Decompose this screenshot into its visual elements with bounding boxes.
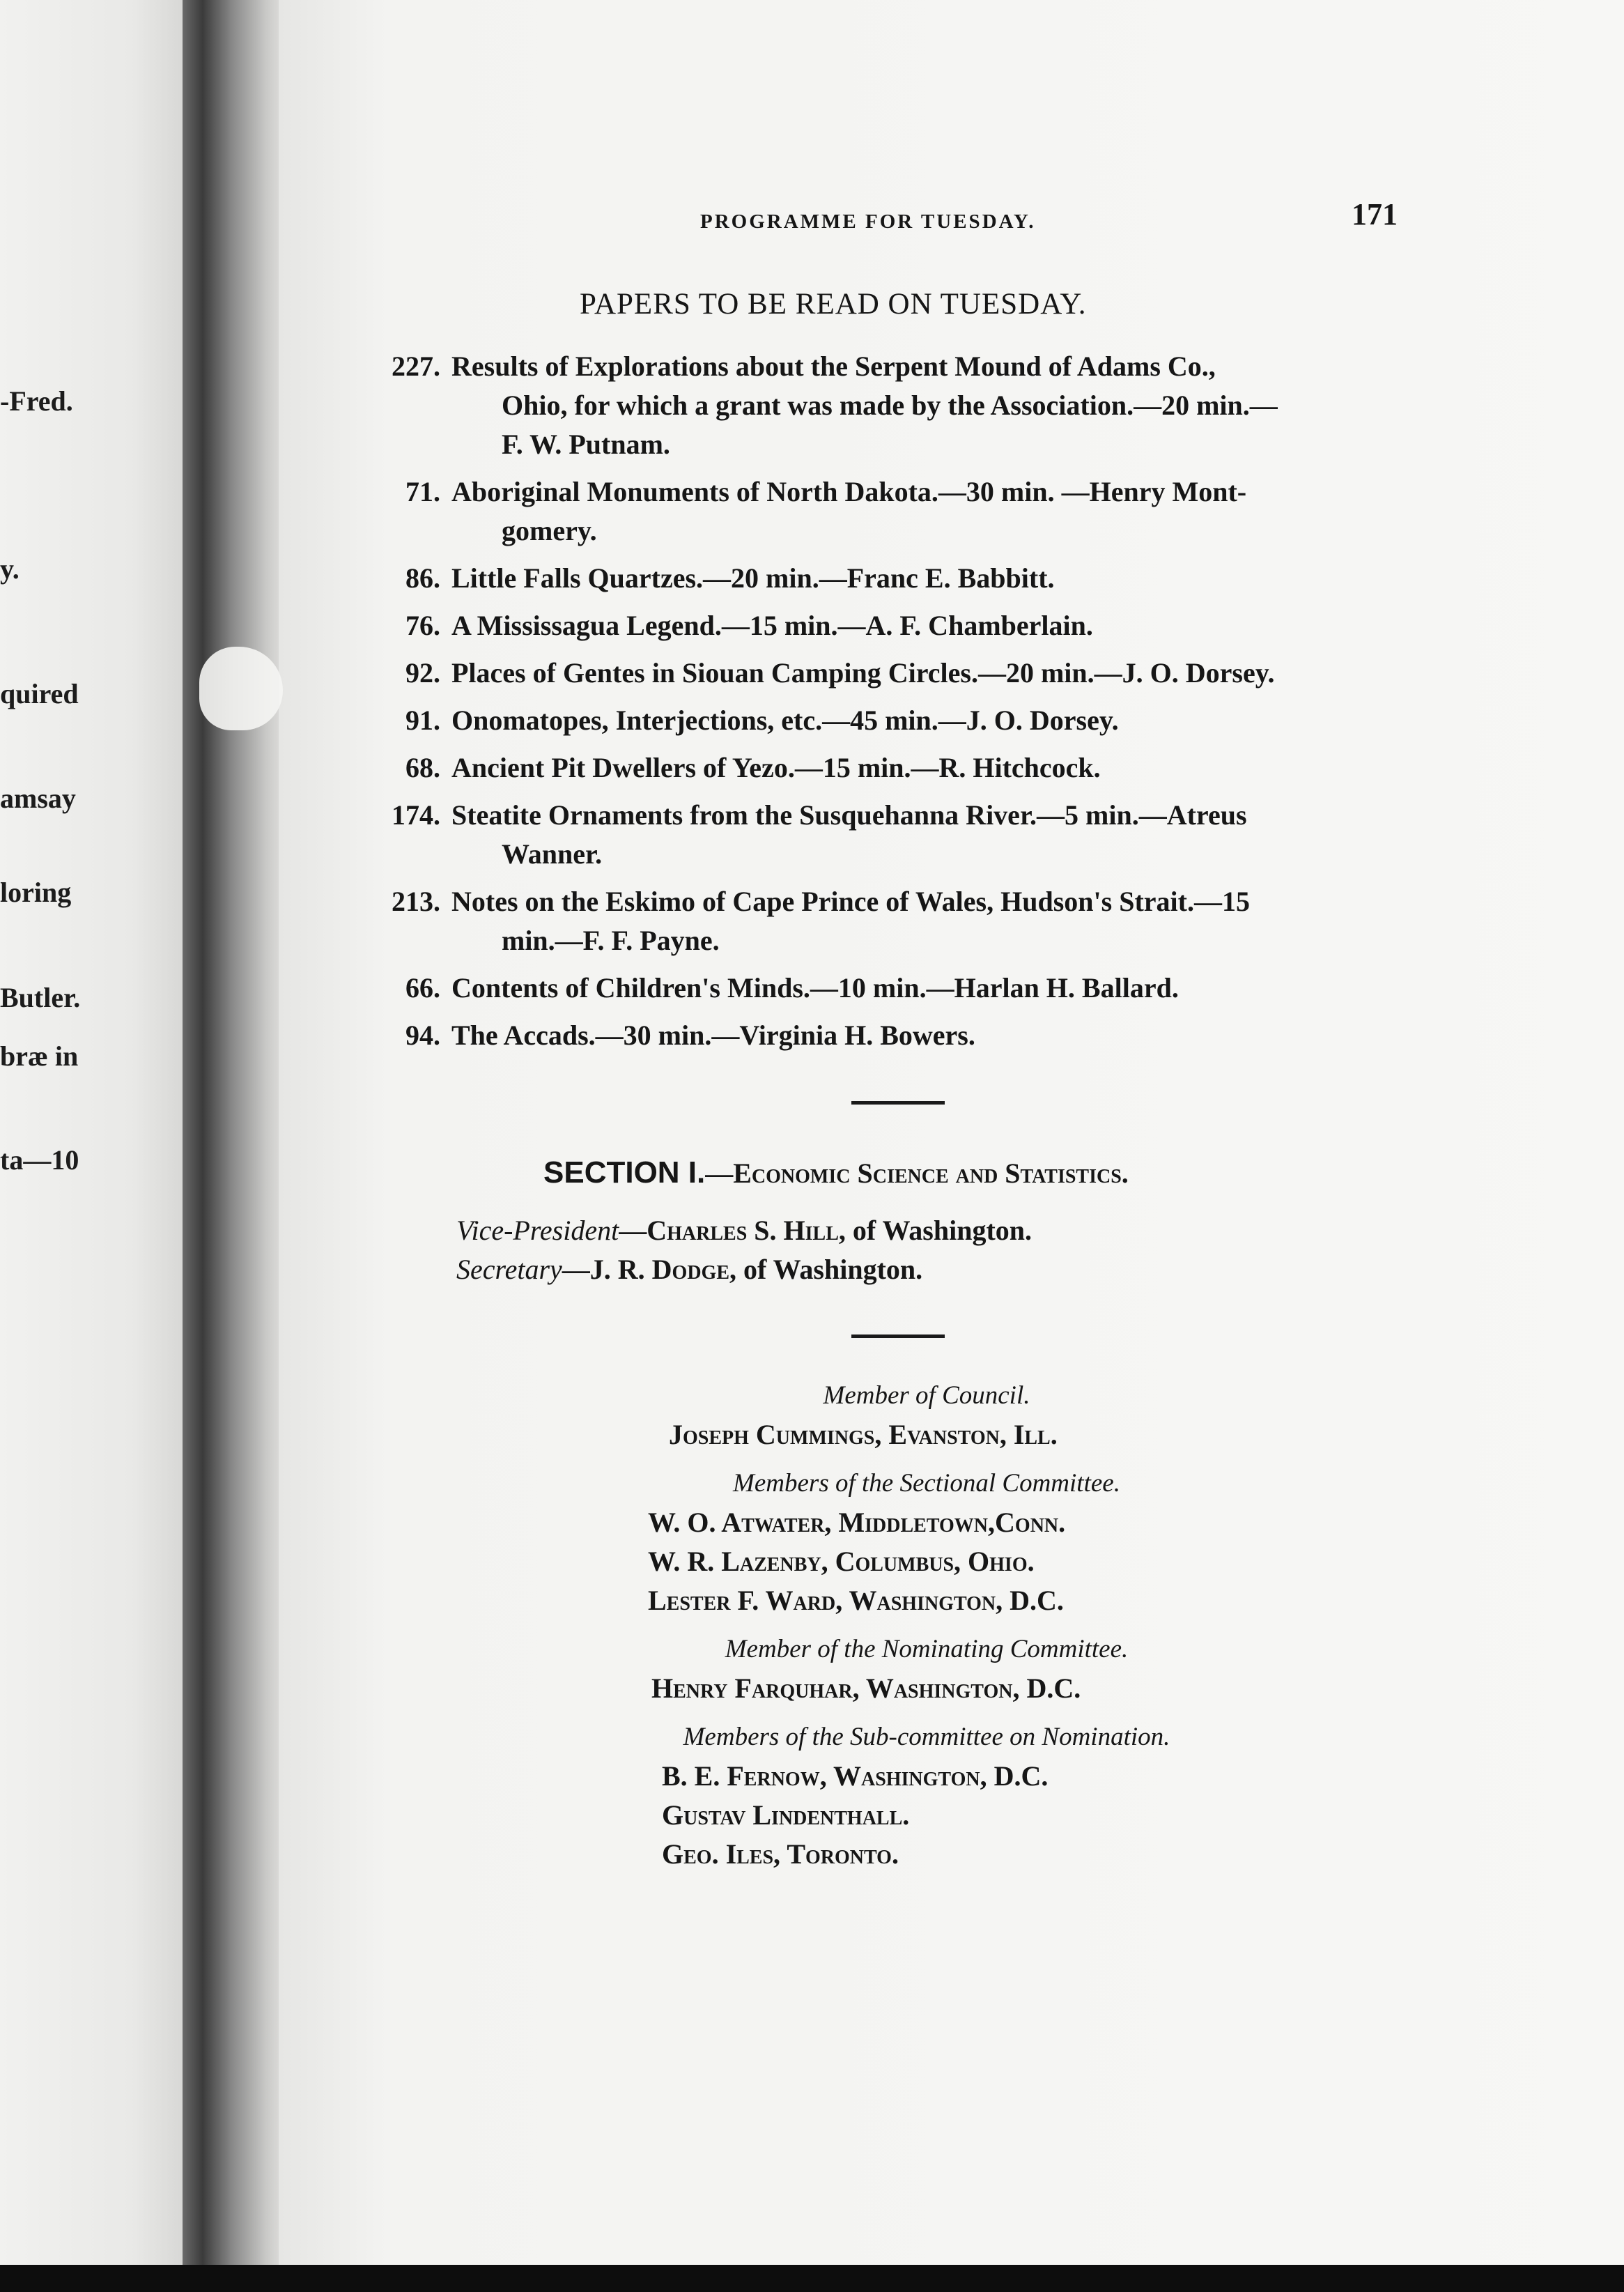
- divider: [851, 1335, 945, 1338]
- officer-place: of Washington.: [736, 1254, 923, 1285]
- list-item: [362, 606, 1421, 645]
- paper-number: 76.: [405, 610, 440, 641]
- member-name: W. R. Lazenby, Columbus, Ohio.: [648, 1546, 1035, 1577]
- left-fragment: -Fred.: [0, 385, 73, 417]
- member-name: Geo. Iles, Toronto.: [662, 1838, 899, 1870]
- paper-tear: [199, 647, 283, 730]
- paper-number: 92.: [405, 657, 440, 689]
- list-item: [362, 969, 1421, 1008]
- member-name: Henry Farquhar, Washington, D.C.: [651, 1672, 1081, 1704]
- vice-president-line: [456, 1214, 1032, 1247]
- page-title: PAPERS TO BE READ ON TUESDAY.: [580, 288, 1087, 321]
- paper-number: 66.: [405, 972, 440, 1003]
- left-fragment: amsay: [0, 783, 76, 814]
- officer-role: Vice-President: [456, 1215, 619, 1246]
- left-fragment: bræ in: [0, 1040, 79, 1072]
- officer-place: of Washington.: [845, 1215, 1033, 1246]
- nominating-members: [571, 1669, 1282, 1708]
- paper-line: Wanner.: [502, 838, 603, 870]
- paper-number: 91.: [405, 705, 440, 736]
- list-item: [362, 882, 1421, 960]
- officer-name: —J. R. Dodge,: [562, 1254, 737, 1285]
- paper-line: Ancient Pit Dwellers of Yezo.—15 min.—R. Hitchcock.: [451, 752, 1101, 783]
- officer-name: —Charles S. Hill,: [619, 1215, 846, 1246]
- paper-line: gomery.: [502, 515, 597, 546]
- paper-line: Onomatopes, Interjections, etc.—45 min.—J. O. Dorsey.: [451, 705, 1119, 736]
- nominating-heading: Member of the Nominating Committee.: [725, 1635, 1129, 1663]
- section-title: —Economic Science and Statistics.: [705, 1157, 1129, 1189]
- left-page: [0, 0, 188, 2265]
- subcommittee-members: [571, 1757, 1282, 1874]
- list-item: [362, 1016, 1421, 1055]
- paper-line: Little Falls Quartzes.—20 min.—Franc E. Babbitt.: [451, 562, 1055, 594]
- paper-list: [362, 347, 1421, 1063]
- book-gutter: [183, 0, 294, 2272]
- paper-line: Steatite Ornaments from the Susquehanna River.—5 min.—Atreus: [451, 799, 1247, 831]
- paper-line: Places of Gentes in Siouan Camping Circles.—20 min.—J. O. Dorsey.: [451, 657, 1275, 689]
- right-page: [279, 0, 1624, 2273]
- left-fragment: quired: [0, 678, 79, 709]
- list-item: [362, 748, 1421, 787]
- paper-line: Results of Explorations about the Serpent Mound of Adams Co.,: [451, 351, 1216, 382]
- list-item: [362, 654, 1421, 693]
- list-item: [362, 347, 1421, 464]
- list-item: [362, 559, 1421, 598]
- paper-line: Aboriginal Monuments of North Dakota.—30 min. —Henry Mont-: [451, 476, 1247, 507]
- section-heading: [543, 1155, 1129, 1190]
- paper-number: 227.: [392, 351, 440, 382]
- paper-line: F. W. Putnam.: [502, 429, 670, 460]
- list-item: [362, 701, 1421, 740]
- member-name: W. O. Atwater, Middletown,Conn.: [648, 1507, 1066, 1538]
- left-fragment: y.: [0, 553, 20, 585]
- member-name: Gustav Lindenthall.: [662, 1799, 910, 1831]
- divider: [851, 1101, 945, 1105]
- paper-number: 71.: [405, 476, 440, 507]
- page-number: 171: [1352, 197, 1398, 231]
- sectional-members: [571, 1503, 1282, 1620]
- paper-number: 174.: [392, 799, 440, 831]
- left-fragment: loring: [0, 877, 72, 908]
- running-head: PROGRAMME FOR TUESDAY.: [700, 210, 1036, 233]
- section-number: SECTION I.: [543, 1155, 706, 1190]
- council-heading: Member of Council.: [823, 1381, 1030, 1410]
- left-fragment: Butler.: [0, 982, 81, 1013]
- paper-line: Ohio, for which a grant was made by the Association.—20 min.—: [502, 390, 1278, 421]
- paper-number: 68.: [405, 752, 440, 783]
- council-members: [571, 1415, 1282, 1454]
- secretary-line: [456, 1253, 922, 1286]
- subcommittee-heading: Members of the Sub-committee on Nomination.: [683, 1723, 1170, 1751]
- paper-line: Contents of Children's Minds.—10 min.—Harlan H. Ballard.: [451, 972, 1179, 1003]
- scan-bottom-edge: [0, 2265, 1624, 2292]
- paper-line: A Mississagua Legend.—15 min.—A. F. Chamberlain.: [451, 610, 1093, 641]
- paper-line: Notes on the Eskimo of Cape Prince of Wales, Hudson's Strait.—15: [451, 886, 1250, 917]
- paper-line: The Accads.—30 min.—Virginia H. Bowers.: [451, 1020, 975, 1051]
- list-item: [362, 796, 1421, 874]
- list-item: [362, 472, 1421, 551]
- sectional-heading: Members of the Sectional Committee.: [733, 1469, 1120, 1498]
- paper-number: 213.: [392, 886, 440, 917]
- member-name: Joseph Cummings, Evanston, Ill.: [669, 1419, 1058, 1450]
- member-name: Lester F. Ward, Washington, D.C.: [648, 1585, 1064, 1616]
- paper-number: 94.: [405, 1020, 440, 1051]
- paper-line: min.—F. F. Payne.: [502, 925, 720, 956]
- member-name: B. E. Fernow, Washington, D.C.: [662, 1760, 1049, 1792]
- committee-block: [571, 1376, 1282, 1884]
- paper-number: 86.: [405, 562, 440, 594]
- left-fragment: ta—10: [0, 1144, 79, 1176]
- officer-role: Secretary: [456, 1254, 562, 1285]
